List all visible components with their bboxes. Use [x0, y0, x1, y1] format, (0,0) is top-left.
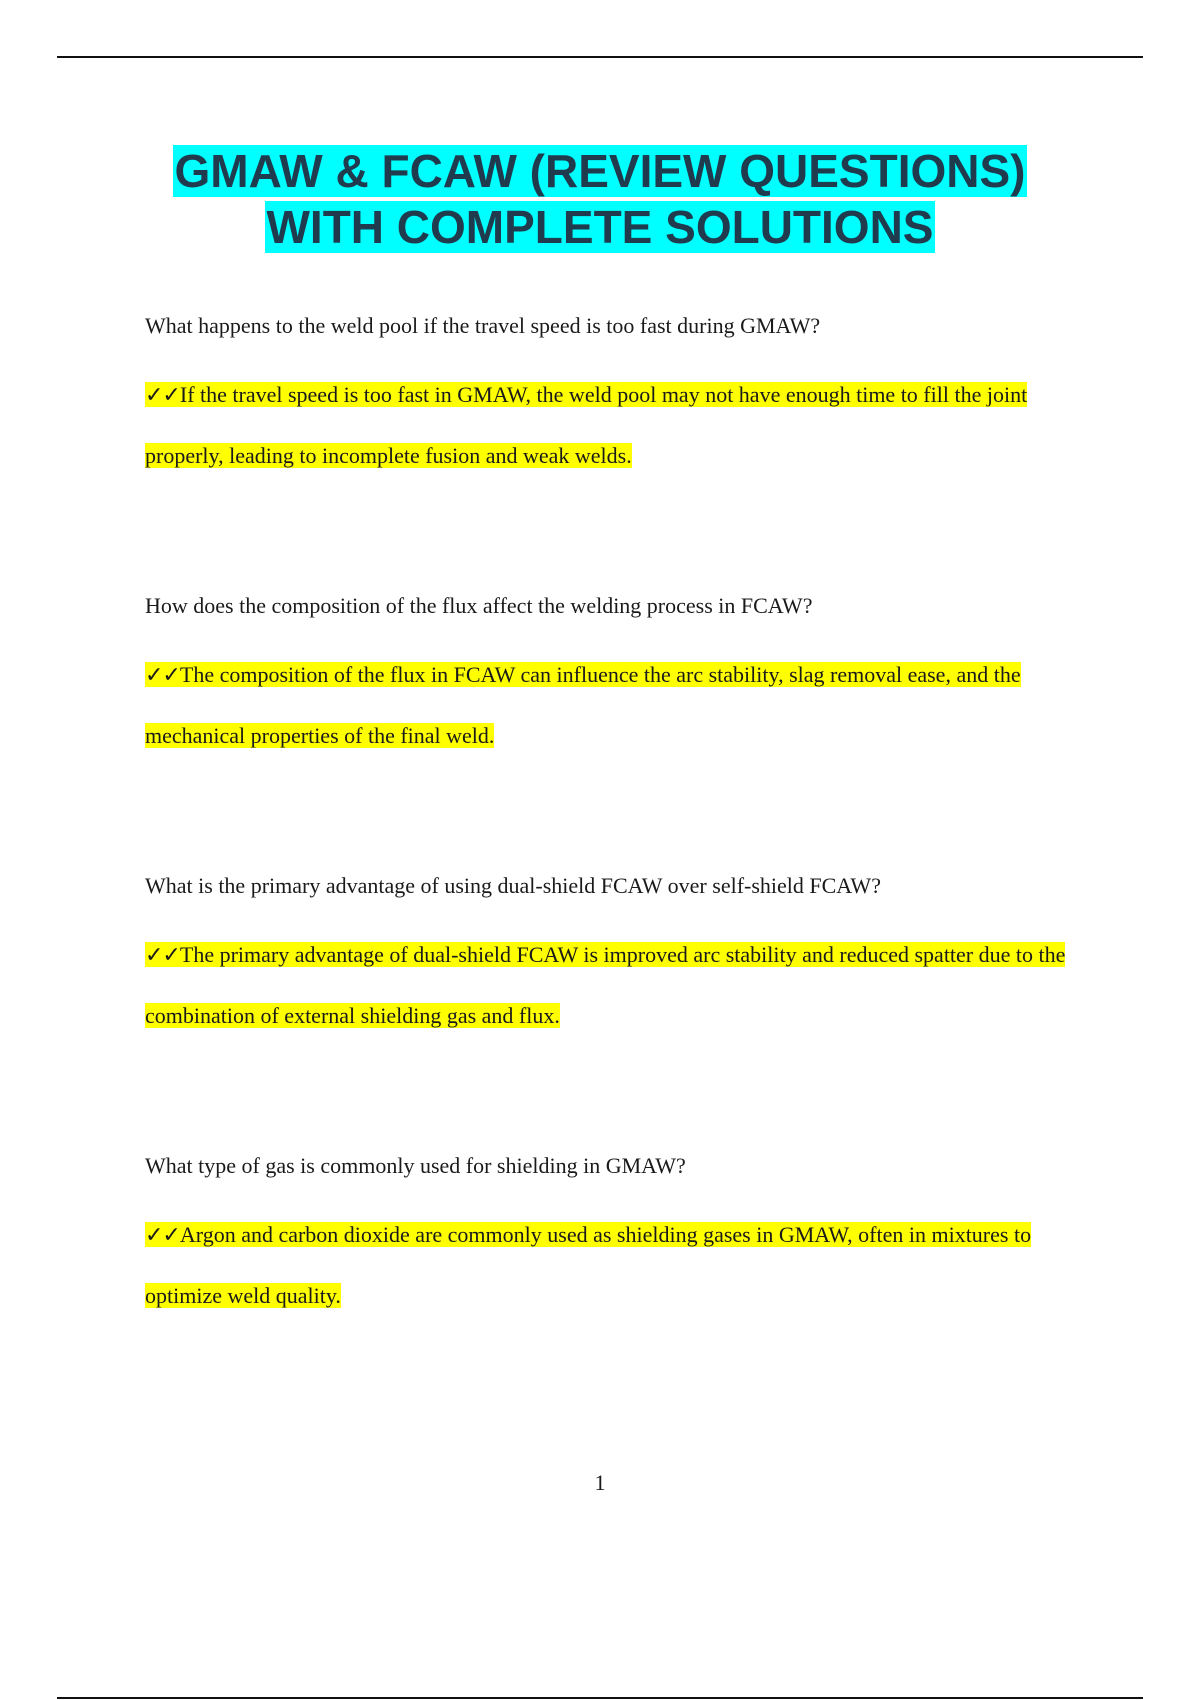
qa-item — [145, 583, 1085, 863]
check-icon: ✓✓ — [145, 383, 180, 408]
answer-block — [145, 1205, 1085, 1326]
answer-block — [145, 925, 1085, 1046]
qa-item — [145, 1143, 1085, 1423]
question-text: What happens to the weld pool if the travel speed is too fast during GMAW? — [145, 313, 821, 338]
answer-text: The primary advantage of dual-shield FCAW is improved arc stability and reduced spatter due to the combination of external shielding gas and flux. — [145, 942, 1066, 1028]
question-text: How does the composition of the flux affect the welding process in FCAW? — [145, 593, 813, 618]
answer-highlight — [145, 662, 1021, 748]
bottom-rule — [57, 1697, 1143, 1699]
answer-block — [145, 645, 1085, 766]
answer-text: If the travel speed is too fast in GMAW, the weld pool may not have enough time to fill the joint properly, leading to incomplete fusion and weak welds. — [145, 382, 1028, 468]
page-number: 1 — [594, 1470, 606, 1495]
check-icon: ✓✓ — [145, 1223, 180, 1248]
answer-highlight — [145, 1222, 1031, 1308]
qa-item — [145, 863, 1085, 1143]
title-line-2: WITH COMPLETE SOLUTIONS — [266, 201, 934, 253]
question-text: What type of gas is commonly used for shielding in GMAW? — [145, 1153, 686, 1178]
document-title — [0, 143, 1200, 255]
answer-highlight — [145, 942, 1065, 1028]
check-icon: ✓✓ — [145, 663, 180, 688]
answer-block — [145, 365, 1085, 486]
question-text: What is the primary advantage of using dual-shield FCAW over self-shield FCAW? — [145, 873, 881, 898]
answer-highlight — [145, 382, 1027, 468]
qa-list — [145, 303, 1085, 1423]
answer-text: Argon and carbon dioxide are commonly used as shielding gases in GMAW, often in mixtures to optimize weld quality. — [145, 1222, 1032, 1308]
title-line-1: GMAW & FCAW (REVIEW QUESTIONS) — [174, 145, 1026, 197]
top-rule — [57, 56, 1143, 58]
answer-text: The composition of the flux in FCAW can influence the arc stability, slag removal ease, and the mechanical properties of the final weld. — [145, 662, 1021, 748]
check-icon: ✓✓ — [145, 943, 180, 968]
qa-item — [145, 303, 1085, 583]
